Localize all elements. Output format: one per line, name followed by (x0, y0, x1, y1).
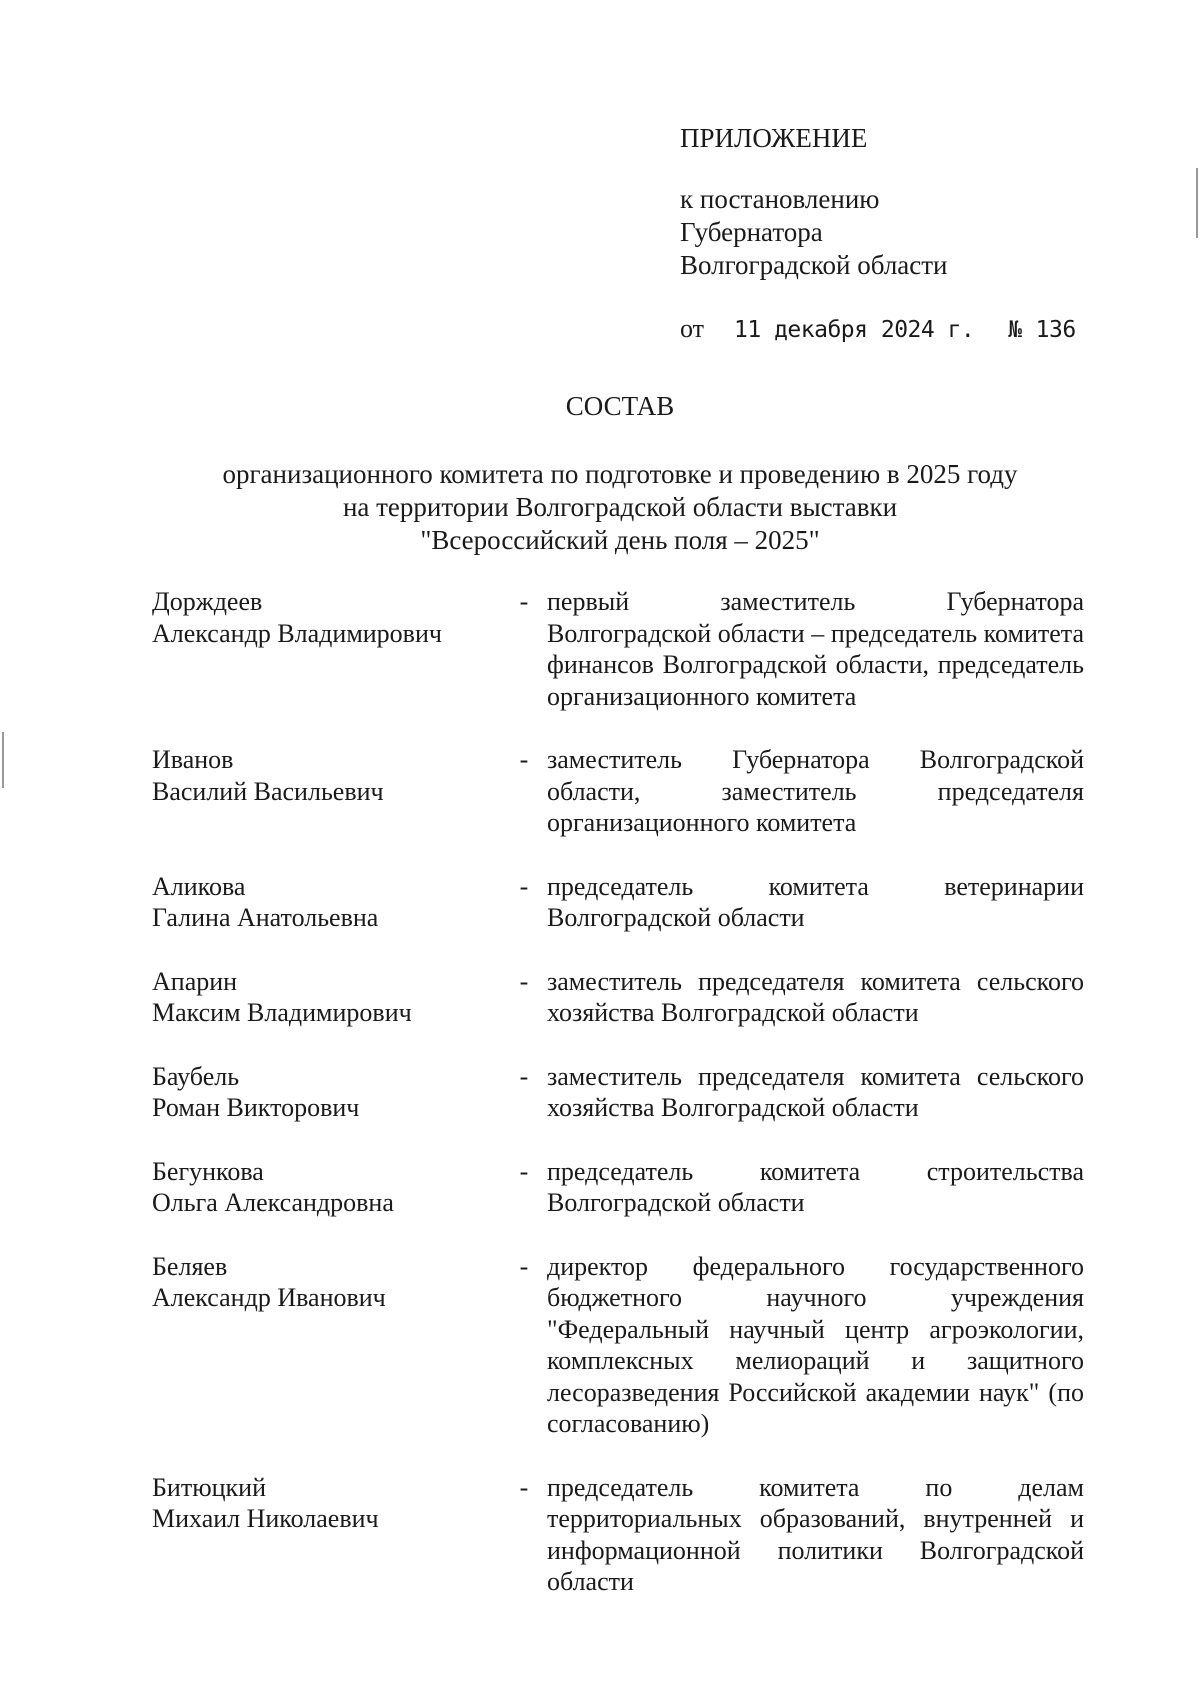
member-dash: - (519, 1156, 529, 1186)
subtitle-line: на территории Волгоградской области выставки (342, 492, 898, 522)
member-dash: - (519, 871, 529, 901)
member-row (152, 1156, 1084, 1219)
member-surname: Апарин (152, 966, 238, 996)
member-given-names: Галина Анатольевна (152, 903, 379, 932)
member-role: председатель комитета строительства Волгоградской области (547, 1156, 1084, 1217)
member-dash: - (519, 1472, 529, 1502)
appendix-block (680, 122, 1076, 347)
member-dash: - (519, 1251, 529, 1281)
member-dash: - (519, 587, 529, 616)
member-row (152, 744, 1084, 839)
member-surname: Аликова (152, 871, 246, 901)
member-row (152, 586, 1084, 712)
member-name (152, 1472, 502, 1598)
member-surname: Баубель (152, 1061, 240, 1091)
order-number-label: № (1008, 317, 1022, 343)
member-row (152, 1472, 1084, 1598)
member-row (152, 871, 1084, 934)
order-number: 136 (1035, 317, 1076, 343)
member-surname: Битюцкий (152, 1472, 267, 1502)
subtitle-line: организационного комитета по подготовке и проведению в 2025 году (222, 459, 1018, 489)
member-role: заместитель председателя комитета сельского хозяйства Волгоградской области (547, 966, 1084, 1027)
appendix-title: ПРИЛОЖЕНИЕ (680, 123, 868, 153)
member-row (152, 1061, 1084, 1124)
member-surname: Дорждеев (152, 587, 263, 616)
appendix-line: Губернатора (680, 217, 823, 247)
document-title: СОСТАВ (565, 391, 675, 421)
order-reference (680, 312, 1076, 347)
document-subtitle (0, 458, 1200, 557)
member-role: директор федерального государственного бюджетного научного учреждения "Федеральный научный центр агроэкологии, комплексных мелиораций и защитного лесоразведения Российской академии наук" (по согласованию) (547, 1251, 1084, 1438)
member-given-names: Ольга Александровна (152, 1188, 394, 1217)
member-row (152, 1251, 1084, 1440)
member-dash: - (519, 745, 529, 774)
member-dash: - (519, 1061, 529, 1091)
member-surname: Иванов (152, 745, 234, 774)
member-role: заместитель Губернатора Волгоградской области, заместитель председателя организационного комитета (547, 745, 1084, 837)
member-name (152, 1251, 502, 1440)
member-surname: Бегункова (152, 1156, 264, 1186)
member-role: первый заместитель Губернатора Волгоградской области – председатель комитета финансов Волгоградской области, председатель организационного комитета (547, 587, 1084, 711)
member-role: заместитель председателя комитета сельского хозяйства Волгоградской области (547, 1061, 1084, 1122)
scan-artifact (1196, 168, 1198, 238)
member-name (152, 1156, 502, 1219)
order-prefix: от (680, 314, 705, 343)
appendix-line: к постановлению (680, 184, 880, 214)
order-date: 11 декабря 2024 г. (734, 317, 975, 343)
member-role: председатель комитета по делам территориальных образований, внутренней и информационной политики Волгоградской области (547, 1472, 1084, 1596)
member-given-names: Михаил Николаевич (152, 1504, 379, 1533)
appendix-line: Волгоградской области (680, 250, 948, 280)
scan-artifact (2, 732, 4, 788)
member-name (152, 1061, 502, 1124)
member-given-names: Александр Владимирович (152, 618, 442, 648)
member-surname: Беляев (152, 1251, 228, 1281)
subtitle-line: "Всероссийский день поля – 2025" (420, 525, 820, 555)
member-role: председатель комитета ветеринарии Волгоградской области (547, 871, 1084, 932)
member-given-names: Максим Владимирович (152, 998, 412, 1027)
member-given-names: Роман Викторович (152, 1093, 360, 1122)
member-row (152, 966, 1084, 1029)
member-given-names: Василий Васильевич (152, 776, 384, 806)
member-name (152, 744, 502, 839)
member-name (152, 966, 502, 1029)
member-name (152, 871, 502, 934)
committee-members-list (152, 586, 1084, 1630)
member-name (152, 586, 502, 712)
member-given-names: Александр Иванович (152, 1283, 386, 1312)
member-dash: - (519, 966, 529, 996)
